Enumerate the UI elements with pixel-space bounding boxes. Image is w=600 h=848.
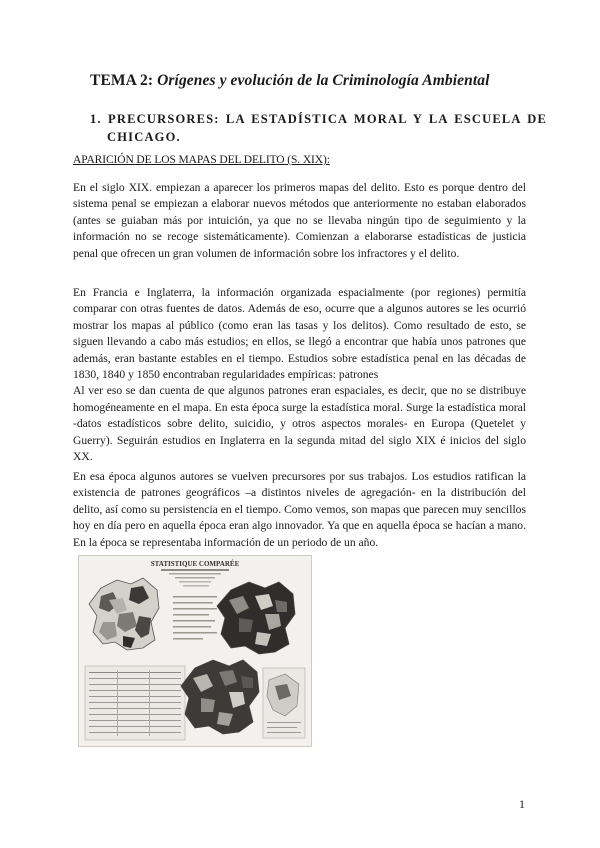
page-number: 1 bbox=[519, 797, 525, 811]
crime-map-illustration bbox=[79, 556, 311, 746]
paragraph-3: En esa época algunos autores se vuelven precursores por sus trabajos. Los estudios ratifican la existencia de patrones geográficos –a distintos niveles de agregación- en la distribución del delito, así como su persistencia en el tiempo. Como vemos, son mapas que parecen muy sencillos hoy en día pero en aquella época eran algo innovador. Ya que en aquella época se hacían a mano. En la época se representaba información de un periodo de un año. bbox=[73, 470, 526, 549]
map-france-top-right bbox=[217, 582, 295, 654]
figure-title: STATISTIQUE COMPARÉE bbox=[150, 560, 240, 568]
document-title bbox=[90, 72, 570, 90]
map-france-bottom bbox=[181, 660, 259, 734]
map-france-top-left bbox=[89, 578, 159, 650]
legend-text-lines bbox=[173, 596, 217, 640]
historic-crime-map-figure bbox=[78, 555, 312, 747]
title-prefix: TEMA 2: bbox=[90, 72, 158, 89]
subheading: APARICIÓN DE LOS MAPAS DEL DELITO (S. XIX): bbox=[73, 154, 330, 166]
paragraph-1: En el siglo XIX. empiezan a aparecer los primeros mapas del delito. Esto es porque dentro del sistema penal se empiezan a elaborar nuevos métodos que anteriormente no estaban elaborados (antes se guiaban más por intuición, ya que no se llevaba ningún tipo de seguimiento y la información no se recoge sistemáticamente). Comienzan a elaborarse estadísticas de justicia penal que ofrecen un gran volumen de información sobre los infractores y el delito. bbox=[73, 181, 526, 260]
statistics-table bbox=[85, 666, 185, 740]
paragraph-2: En Francia e Inglaterra, la información organizada espacialmente (por regiones) permitía comparar con otras fuentes de datos. Además de eso, ocurre que a algunos autores se les ocurrió mostrar los mapas al público (como eran las tasas y los delitos). Como resultado de esto, se siguen llevando a cabo más estudios; en ellos, se llegó a encontrar que había unos patrones que además, eran bastante estables en el tiempo. Estudios sobre estadística penal en las décadas de 1830, 1840 y 1850 encontraban regularidades empíricas: patrones Al ver eso se dan cuenta de que algunos patrones eran espaciales, es decir, que no se distribuye homogéneamente en el mapa. En esta época surge la estadística moral. Surge la estadística moral -datos estadísticos sobre delito, suicidio, y otros aspectos morales- en Europa (Quetelet y Guerry). Seguirán estudios en Inglaterra en la segunda mitad del siglo XIX é inicios del siglo XX. bbox=[73, 286, 526, 464]
section-heading: 1. PRECURSORES: LA ESTADÍSTICA MORAL Y LA ESCUELA DE CHICAGO. bbox=[90, 112, 547, 144]
map-inset bbox=[263, 668, 305, 738]
title-main: Orígenes y evolución de la Criminología Ambiental bbox=[157, 72, 490, 89]
